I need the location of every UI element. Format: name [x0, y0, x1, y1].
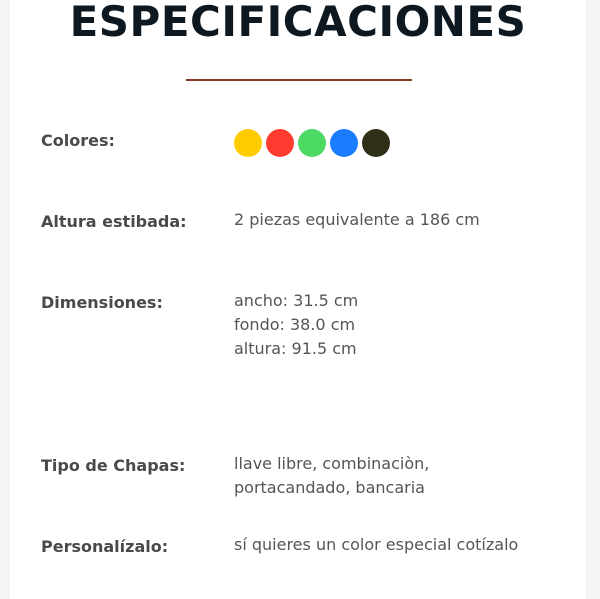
lock-type-label: Tipo de Chapas: [41, 456, 186, 475]
customize-value: sí quieres un color especial cotízalo [234, 535, 519, 554]
color-swatch-yellow[interactable] [234, 129, 262, 157]
title-divider [186, 79, 412, 81]
lock-type-line-2: portacandado, bancaria [234, 478, 425, 497]
dimensions-label: Dimensiones: [41, 293, 163, 312]
dimensions-value [234, 289, 358, 361]
stack-height-value: 2 piezas equivalente a 186 cm [234, 210, 480, 229]
colors-label: Colores: [41, 131, 115, 150]
dimension-depth: fondo: 38.0 cm [234, 315, 356, 334]
dimension-width: ancho: 31.5 cm [234, 291, 359, 310]
color-swatch-green[interactable] [298, 129, 326, 157]
color-swatch-olive[interactable] [362, 129, 390, 157]
color-swatch-blue[interactable] [330, 129, 358, 157]
specifications-panel [10, 0, 586, 599]
color-swatches [234, 129, 390, 157]
customize-label: Personalízalo: [41, 537, 169, 556]
color-swatch-red[interactable] [266, 129, 294, 157]
lock-type-line-1: llave libre, combinaciòn, [234, 454, 430, 473]
stack-height-label: Altura estibada: [41, 212, 187, 231]
page-title: ESPECIFICACIONES [69, 0, 527, 46]
dimension-height: altura: 91.5 cm [234, 339, 357, 358]
lock-type-value [234, 452, 429, 500]
